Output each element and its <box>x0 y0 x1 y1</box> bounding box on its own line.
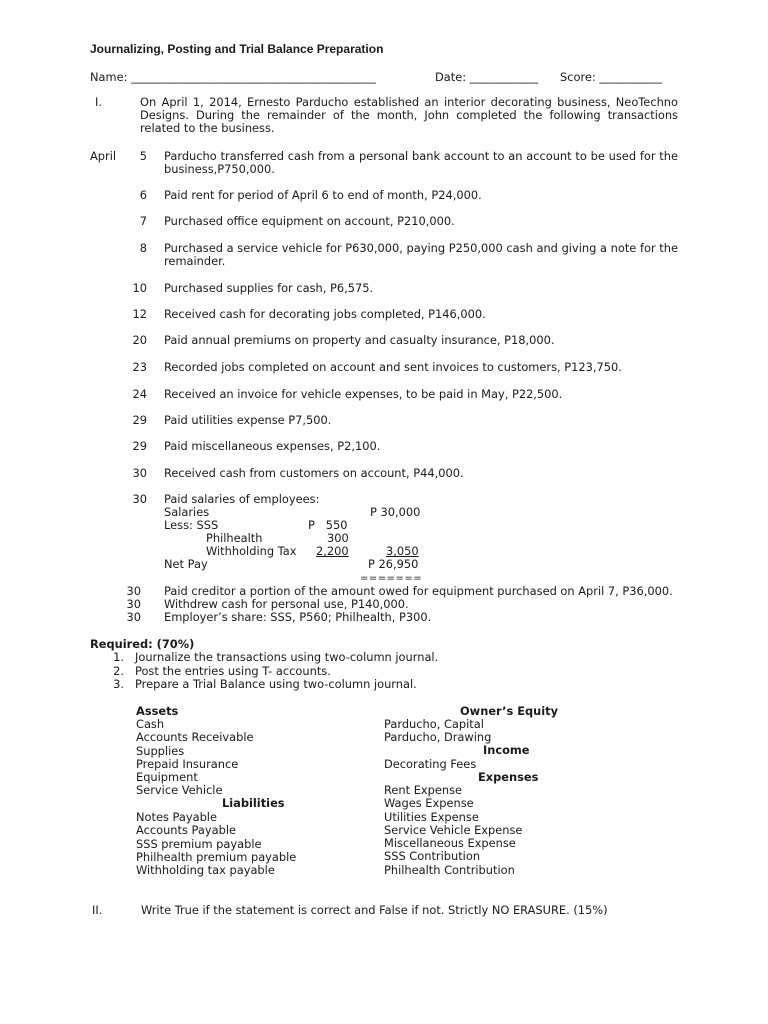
withholding-amount: 2,200 <box>316 544 349 558</box>
transaction-day: 29 <box>132 413 147 427</box>
equity-heading: Owner’s Equity <box>460 704 559 718</box>
transaction-day: 30 <box>132 492 147 506</box>
required-item-day: 3. <box>113 677 124 691</box>
salaries-label: Salaries <box>164 505 210 519</box>
transaction-day: 30 <box>126 584 141 598</box>
expenses-heading: Expenses <box>478 770 539 784</box>
transaction-day: 30 <box>132 466 147 480</box>
part-one-numeral: I. <box>95 95 102 109</box>
required-heading: Required: (70%) <box>90 637 195 651</box>
account-item: Withholding tax payable <box>136 863 275 877</box>
net-pay-amount: P 26,950 <box>368 557 419 571</box>
transaction-text: Parducho transferred cash from a personal bank account to an account to be used for the business,P750,000. <box>164 149 678 177</box>
account-item: Philhealth premium payable <box>136 849 297 864</box>
transaction-text: Employer’s share: SSS, P560; Philhealth, P300. <box>164 610 432 624</box>
liabilities-heading: Liabilities <box>222 796 285 810</box>
transaction-day: 30 <box>126 597 141 611</box>
transaction-text: Paid annual premiums on property and casualty insurance, P18,000. <box>164 333 555 347</box>
account-item: Wages Expense <box>384 796 474 811</box>
transaction-day: 23 <box>132 360 147 374</box>
double-rule: ======= <box>360 573 423 584</box>
account-item: Decorating Fees <box>384 757 477 771</box>
account-item: Equipment <box>136 770 198 784</box>
required-item-day: 2. <box>113 664 124 678</box>
transaction-day: 12 <box>132 307 147 321</box>
required-item-text: Post the entries using T- accounts. <box>135 664 331 678</box>
transaction-text: Purchased supplies for cash, P6,575. <box>164 281 374 295</box>
page-title: Journalizing, Posting and Trial Balance Preparation <box>90 42 384 56</box>
account-item: Service Vehicle Expense <box>384 822 523 837</box>
transaction-text: Purchased a service vehicle for P630,000, paying P250,000 cash and giving a note for the remainder. <box>164 241 678 269</box>
account-item: SSS premium payable <box>136 836 262 851</box>
account-item: Accounts Payable <box>136 823 237 838</box>
account-item: Utilities Expense <box>384 809 479 824</box>
net-pay-label: Net Pay <box>164 557 208 571</box>
account-item: Service Vehicle <box>136 783 223 798</box>
part-two-numeral: II. <box>92 903 103 917</box>
transaction-day: 10 <box>132 281 147 295</box>
transaction-text: Paid rent for period of April 6 to end of month, P24,000. <box>164 188 482 202</box>
name-field-label: Name: ___________________________________________ <box>90 70 376 84</box>
account-item: Rent Expense <box>384 783 463 797</box>
required-item-text: Prepare a Trial Balance using two-column journal. <box>135 677 417 691</box>
philhealth-label: Philhealth <box>206 531 263 545</box>
transaction-day: 30 <box>126 610 141 624</box>
account-item: Notes Payable <box>136 810 217 824</box>
transaction-text: Paid miscellaneous expenses, P2,100. <box>164 439 381 453</box>
account-item: Parducho, Drawing <box>384 730 492 745</box>
transaction-day: 29 <box>132 439 147 453</box>
less-sss-label: Less: SSS <box>164 518 219 532</box>
account-item: SSS Contribution <box>384 849 481 864</box>
account-item: Miscellaneous Expense <box>384 836 516 850</box>
transaction-text: Paid salaries of employees: <box>164 492 320 506</box>
part-two-instructions: Write True if the statement is correct and False if not. Strictly NO ERASURE. (15%) <box>141 903 608 917</box>
month-label: April <box>90 149 117 163</box>
required-item-text: Journalize the transactions using two-column journal. <box>135 650 439 664</box>
transaction-day: 6 <box>139 188 147 202</box>
transaction-day: 24 <box>132 387 147 401</box>
transaction-text: Recorded jobs completed on account and sent invoices to customers, P123,750. <box>164 360 622 374</box>
transaction-text: Received cash from customers on account, P44,000. <box>164 466 464 480</box>
income-heading: Income <box>483 743 530 757</box>
account-item: Supplies <box>136 743 185 758</box>
account-item: Philhealth Contribution <box>384 862 515 877</box>
transaction-text: Received cash for decorating jobs completed, P146,000. <box>164 307 486 321</box>
date-field-label: Date: ____________ <box>435 70 539 84</box>
deductions-total: 3,050 <box>386 544 419 558</box>
transaction-day: 20 <box>132 333 147 347</box>
transaction-text: Paid creditor a portion of the amount owed for equipment purchased on April 7, P36,000. <box>164 584 673 598</box>
assets-heading: Assets <box>136 704 179 718</box>
account-item: Parducho, Capital <box>384 717 484 731</box>
transaction-text: Purchased office equipment on account, P210,000. <box>164 214 455 228</box>
transaction-text: Withdrew cash for personal use, P140,000. <box>164 597 409 611</box>
philhealth-amount: 300 <box>327 531 349 545</box>
account-item: Accounts Receivable <box>136 730 254 745</box>
transaction-text: Received an invoice for vehicle expenses, to be paid in May, P22,500. <box>164 387 563 401</box>
transaction-day: 5 <box>139 149 147 163</box>
transaction-day: 7 <box>139 214 147 228</box>
transaction-day: 8 <box>139 241 147 255</box>
account-item: Prepaid Insurance <box>136 756 239 771</box>
sss-amount: P 550 <box>308 518 348 532</box>
score-field-label: Score: ___________ <box>560 70 663 84</box>
withholding-label: Withholding Tax <box>206 544 297 558</box>
required-item-day: 1. <box>113 650 124 664</box>
salaries-amount: P 30,000 <box>370 505 421 519</box>
account-item: Cash <box>136 717 165 731</box>
part-one-intro: On April 1, 2014, Ernesto Parducho established an interior decorating business, NeoTechno Designs. During the remainder of the month, John completed the following transactions related to the business. <box>140 95 678 136</box>
transaction-text: Paid utilities expense P7,500. <box>164 413 332 427</box>
